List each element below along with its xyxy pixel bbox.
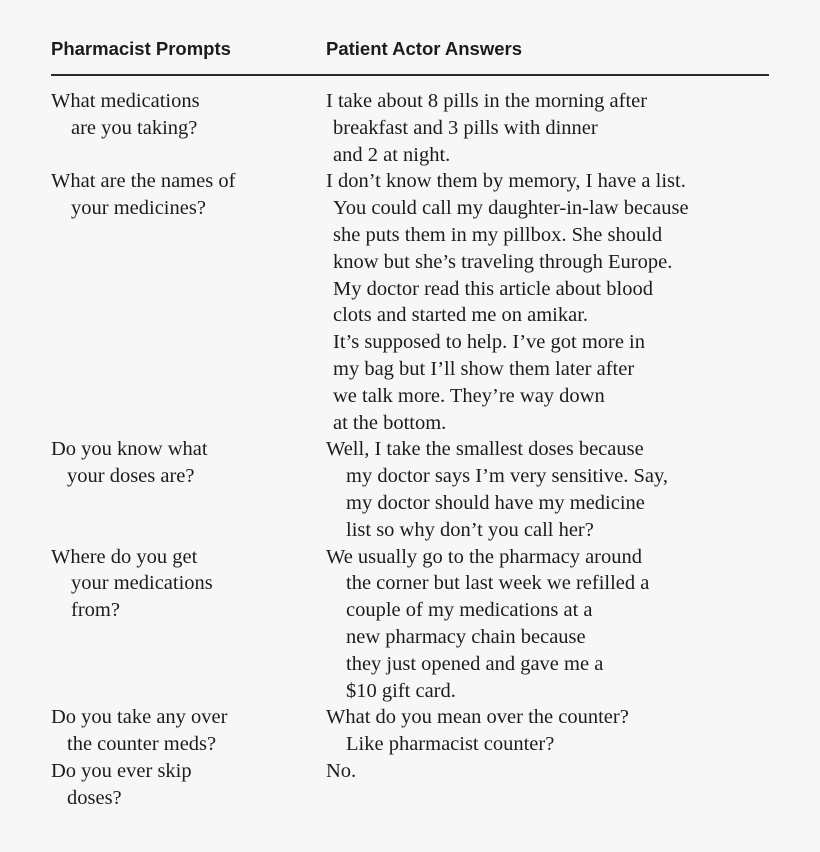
- answer-line: You could call my daughter-in-law because: [333, 197, 689, 220]
- prompt-line: your medicines?: [71, 197, 206, 220]
- prompt-line: Do you take any over: [51, 706, 228, 729]
- prompt-line: What are the names of: [51, 170, 236, 193]
- answer-line: the corner but last week we refilled a: [346, 572, 650, 595]
- answer-line: Well, I take the smallest doses because: [326, 438, 644, 461]
- answer-line: clots and started me on amikar.: [333, 304, 589, 327]
- prompt-line: Do you know what: [51, 438, 208, 461]
- prompt-line: your medications: [71, 572, 213, 595]
- answer-line: my doctor says I’m very sensitive. Say,: [346, 465, 669, 488]
- prompts-answers-table: [51, 0, 769, 809]
- answer-line: Like pharmacist counter?: [346, 733, 555, 756]
- answer-line: couple of my medications at a: [346, 599, 593, 622]
- answer-line: know but she’s traveling through Europe.: [333, 250, 673, 273]
- answer-line: $10 gift card.: [346, 679, 456, 702]
- table-row: [51, 436, 769, 543]
- table-header: [51, 0, 769, 76]
- prompt-line: doses?: [67, 786, 122, 809]
- prompt-cell: [51, 758, 326, 812]
- answer-cell: [326, 436, 769, 543]
- answer-cell: [326, 88, 769, 168]
- answer-line: We usually go to the pharmacy around: [326, 545, 643, 568]
- answer-line: she puts them in my pillbox. She should: [333, 223, 663, 246]
- prompt-cell: [51, 88, 326, 168]
- answer-line: my doctor should have my medicine: [346, 491, 645, 514]
- prompt-line: your doses are?: [67, 465, 195, 488]
- prompt-cell: [51, 544, 326, 705]
- answer-line: at the bottom.: [333, 411, 447, 434]
- prompt-line: are you taking?: [71, 116, 198, 139]
- answer-cell: [326, 544, 769, 705]
- table-row: [51, 88, 769, 168]
- answer-line: It’s supposed to help. I’ve got more in: [333, 331, 646, 354]
- prompt-line: What medications: [51, 90, 200, 112]
- prompt-cell: [51, 704, 326, 758]
- table-row: [51, 168, 769, 436]
- prompt-line: Where do you get: [51, 545, 198, 568]
- answer-line: and 2 at night.: [333, 143, 451, 166]
- answer-line: My doctor read this article about blood: [333, 277, 653, 300]
- header-patient-actor-answers: Patient Actor Answers: [326, 38, 523, 59]
- answer-line: I don’t know them by memory, I have a list.: [326, 170, 686, 193]
- table-row: [51, 544, 769, 705]
- prompt-cell: [51, 168, 326, 436]
- table-row: [51, 704, 769, 758]
- prompt-line: Do you ever skip: [51, 759, 192, 782]
- answer-line: I take about 8 pills in the morning after: [326, 90, 648, 112]
- answer-cell: [326, 168, 769, 436]
- answer-line: What do you mean over the counter?: [326, 706, 629, 729]
- answer-line: list so why don’t you call her?: [346, 518, 594, 541]
- answer-line: my bag but I’ll show them later after: [333, 357, 635, 380]
- answer-cell: [326, 704, 769, 758]
- table-row: [51, 758, 769, 812]
- answer-line: breakfast and 3 pills with dinner: [333, 116, 598, 139]
- answer-line: we talk more. They’re way down: [333, 384, 605, 407]
- prompt-cell: [51, 436, 326, 543]
- prompt-line: from?: [71, 599, 120, 622]
- answer-line: they just opened and gave me a: [346, 652, 604, 675]
- answer-line: No.: [326, 759, 357, 782]
- table-body: [51, 88, 769, 812]
- prompt-line: the counter meds?: [67, 733, 217, 756]
- answer-cell: [326, 758, 769, 812]
- header-pharmacist-prompts: Pharmacist Prompts: [51, 38, 231, 59]
- answer-line: new pharmacy chain because: [346, 625, 586, 648]
